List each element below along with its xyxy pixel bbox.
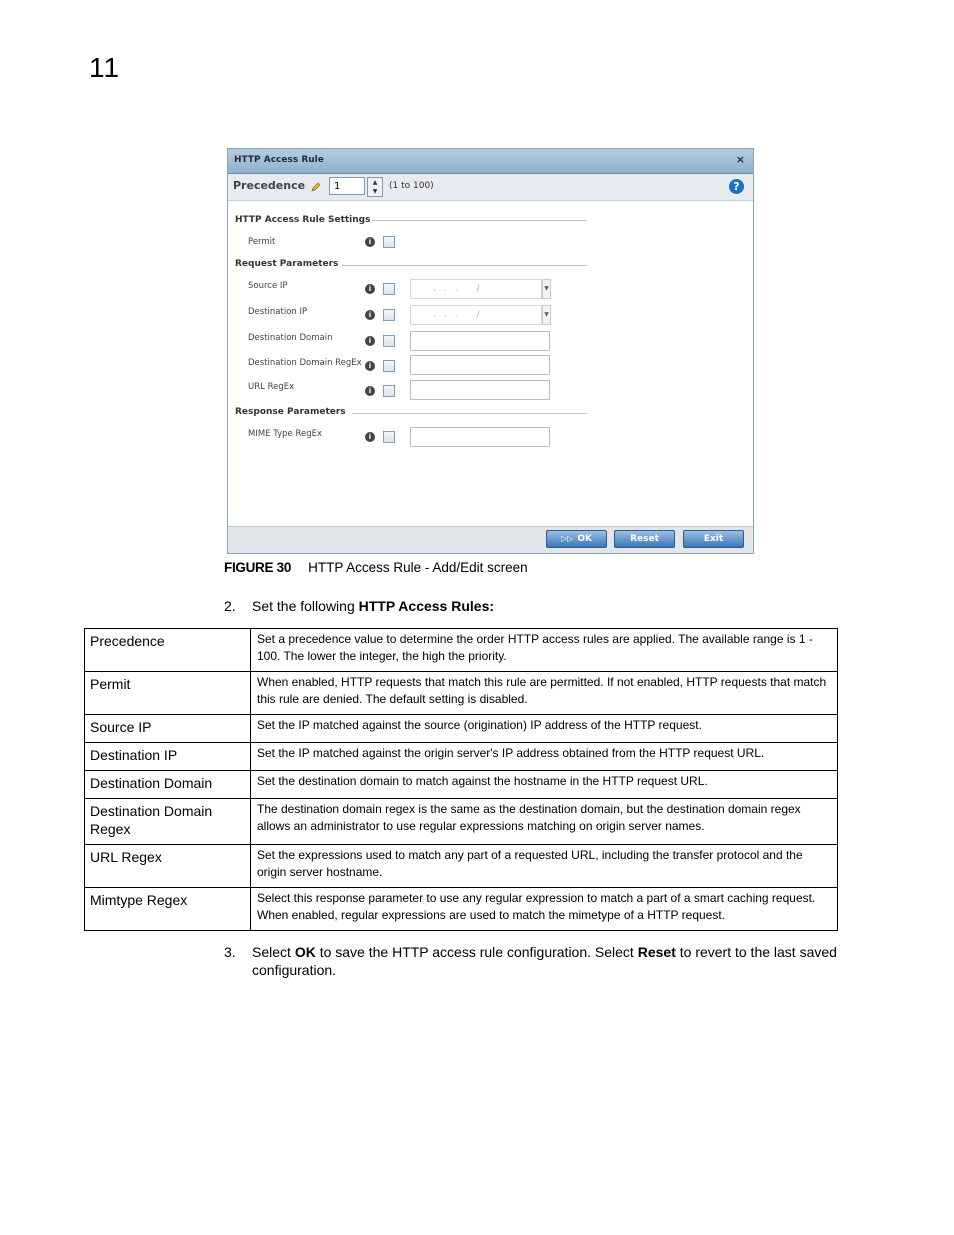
table-row — [85, 888, 838, 931]
table-desc-cell: Set a precedence value to determine the order HTTP access rules are applied. The available range is 1 - 100. The lower the integer, the high the priority. — [251, 629, 838, 672]
destination-domain-checkbox[interactable] — [383, 335, 395, 347]
section-divider — [352, 413, 587, 414]
precedence-input[interactable]: 1 — [329, 177, 365, 195]
mime-type-regex-checkbox[interactable] — [383, 431, 395, 443]
source-ip-checkbox[interactable] — [383, 283, 395, 295]
section-header-request: Request Parameters — [235, 259, 339, 269]
edit-pencil-icon — [310, 181, 322, 193]
section-header-response: Response Parameters — [235, 407, 346, 417]
help-icon[interactable]: ? — [729, 179, 744, 194]
table-key-cell: Mimtype Regex — [85, 888, 251, 931]
table-key-cell: Destination Domain — [85, 771, 251, 799]
info-icon: i — [365, 284, 375, 294]
table-desc-cell: Set the IP matched against the source (origination) IP address of the HTTP request. — [251, 715, 838, 743]
destination-ip-label: Destination IP — [248, 307, 308, 317]
destination-domain-label: Destination Domain — [248, 333, 333, 343]
figure-number: FIGURE 30 — [224, 560, 292, 575]
destination-domain-regex-label: Destination Domain RegEx — [248, 358, 362, 368]
table-key-cell: Destination IP — [85, 743, 251, 771]
exit-button[interactable]: Exit — [683, 530, 744, 548]
table-desc-cell: The destination domain regex is the same as the destination domain, but the destination domain regex allows an administrator to use regular expressions matching on origin server names. — [251, 799, 838, 845]
permit-label: Permit — [248, 237, 276, 247]
step-number: 3. — [224, 944, 236, 960]
step-3-text-2: to save the HTTP access rule configuration. Select — [315, 944, 638, 960]
spin-up-icon[interactable]: ▲ — [372, 179, 378, 186]
info-icon: i — [365, 361, 375, 371]
table-row — [85, 743, 838, 771]
table-row — [85, 799, 838, 845]
step-3-bold-ok: OK — [294, 944, 316, 960]
mime-type-regex-input[interactable] — [410, 427, 550, 447]
section-header-settings: HTTP Access Rule Settings — [235, 215, 371, 225]
reset-button[interactable]: Reset — [614, 530, 675, 548]
destination-ip-checkbox[interactable] — [383, 309, 395, 321]
table-key-cell: URL Regex — [85, 845, 251, 888]
step-3-text-3: to revert to the last saved configuration. — [252, 944, 837, 978]
destination-domain-input[interactable] — [410, 331, 550, 351]
url-regex-checkbox[interactable] — [383, 385, 395, 397]
step-2 — [224, 597, 884, 617]
info-icon: i — [365, 310, 375, 320]
table-row — [85, 715, 838, 743]
precedence-label: Precedence — [233, 179, 306, 192]
info-icon: i — [365, 336, 375, 346]
precedence-range-hint: (1 to 100) — [389, 181, 434, 191]
table-desc-cell: When enabled, HTTP requests that match this rule are permitted. If not enabled, HTTP requests that match this rule are denied. The default setting is disabled. — [251, 672, 838, 715]
step-number: 2. — [224, 598, 236, 614]
section-divider — [372, 220, 587, 221]
table-key-cell: Precedence — [85, 629, 251, 672]
dialog-footer — [228, 526, 753, 553]
step-3 — [224, 943, 884, 983]
dialog-titlebar — [228, 149, 753, 174]
step-3-bold-reset: Reset — [637, 944, 676, 960]
table-desc-cell: Set the expressions used to match any part of a requested URL, including the transfer protocol and the origin server hostname. — [251, 845, 838, 888]
destination-ip-field[interactable]: ... / — [410, 305, 542, 325]
precedence-spinner[interactable] — [367, 177, 383, 197]
chapter-number: 11 — [89, 52, 121, 83]
chevron-down-icon[interactable]: ▼ — [542, 305, 551, 325]
table-key-cell: Destination Domain Regex — [85, 799, 251, 845]
table-row — [85, 629, 838, 672]
precedence-bar — [228, 174, 753, 201]
step-3-text-1: Select — [252, 944, 295, 960]
spin-down-icon[interactable]: ▼ — [372, 188, 378, 195]
table-desc-cell: Set the destination domain to match against the hostname in the HTTP request URL. — [251, 771, 838, 799]
source-ip-field[interactable]: ... / — [410, 279, 542, 299]
ok-icon: ▷▷ — [561, 534, 574, 543]
http-access-rules-table — [84, 628, 838, 931]
info-icon: i — [365, 386, 375, 396]
table-row — [85, 672, 838, 715]
table-desc-cell: Set the IP matched against the origin server's IP address obtained from the HTTP request URL. — [251, 743, 838, 771]
table-key-cell: Permit — [85, 672, 251, 715]
destination-domain-regex-input[interactable] — [410, 355, 550, 375]
http-access-rule-dialog — [227, 148, 754, 554]
section-divider — [342, 265, 587, 266]
mime-type-regex-label: MIME Type RegEx — [248, 429, 323, 439]
table-row — [85, 845, 838, 888]
info-icon: i — [365, 432, 375, 442]
info-icon: i — [365, 237, 375, 247]
figure-caption — [224, 560, 528, 575]
permit-checkbox[interactable] — [383, 236, 395, 248]
table-key-cell: Source IP — [85, 715, 251, 743]
ok-button-label: OK — [577, 534, 592, 544]
destination-domain-regex-checkbox[interactable] — [383, 360, 395, 372]
step-2-text: Set the following — [252, 598, 359, 614]
step-2-bold: HTTP Access Rules: — [358, 598, 495, 614]
table-row — [85, 771, 838, 799]
close-icon[interactable]: × — [735, 153, 745, 166]
dialog-title: HTTP Access Rule — [234, 155, 324, 165]
chevron-down-icon[interactable]: ▼ — [542, 279, 551, 299]
figure-caption-text: HTTP Access Rule - Add/Edit screen — [308, 560, 528, 575]
source-ip-label: Source IP — [248, 281, 288, 291]
ok-button[interactable] — [546, 530, 607, 548]
url-regex-input[interactable] — [410, 380, 550, 400]
table-desc-cell: Select this response parameter to use any regular expression to match a part of a smart caching request. When enabled, regular expressions are used to match the mimetype of a HTTP request. — [251, 888, 838, 931]
url-regex-label: URL RegEx — [248, 382, 295, 392]
